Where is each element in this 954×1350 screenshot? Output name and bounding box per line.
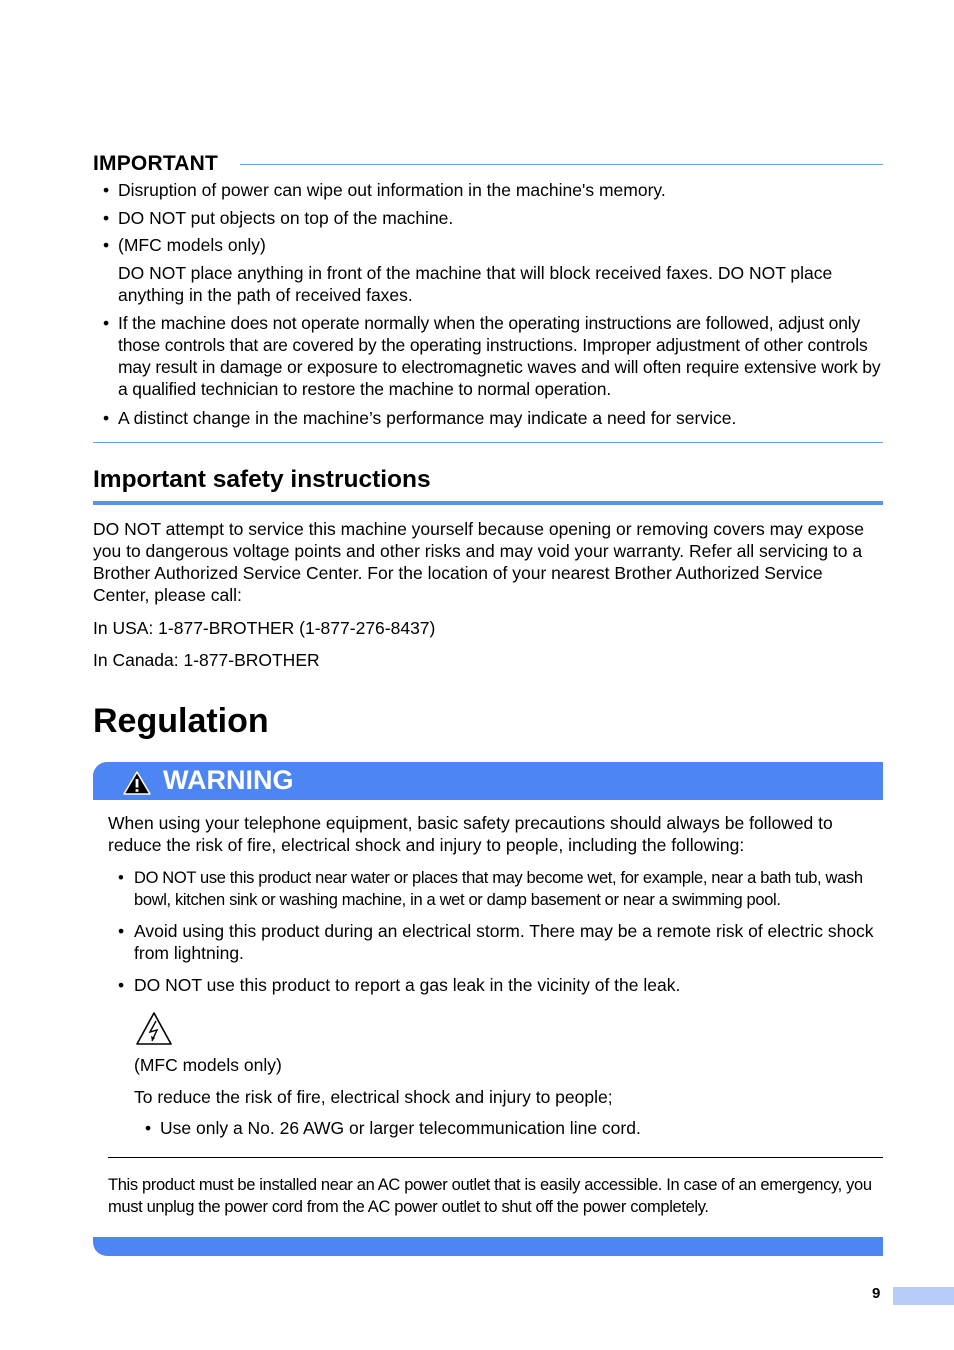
outlet-note: This product must be installed near an AC power outlet that is easily accessible. In case of an emergency, you must unplug the power cord from the AC power outlet to shut off the power completely.: [108, 1176, 872, 1216]
electrical-hazard-icon: [135, 1011, 173, 1046]
bullet-dot: •: [103, 408, 110, 428]
bullet-dot: •: [118, 869, 124, 887]
cord-bullet: [145, 1117, 885, 1139]
reduce-risk-text: To reduce the risk of fire, electrical shock and injury to people;: [134, 1087, 613, 1107]
page-number: 9: [872, 1285, 881, 1302]
warning-triangle-icon: [123, 771, 151, 795]
bullet-dot: •: [118, 921, 125, 941]
important-bullet-text: A distinct change in the machine’s performance may indicate a need for service.: [118, 408, 737, 428]
bullet-dot: •: [103, 313, 110, 333]
important-title: IMPORTANT: [93, 152, 219, 175]
warning-bottom-bar: [93, 1237, 883, 1256]
canada-phone: In Canada: 1-877-BROTHER: [93, 650, 320, 670]
important-bullet-text: (MFC models only): [118, 235, 266, 255]
warning-intro: When using your telephone equipment, basic safety precautions should always be followed to reduce the risk of fire, electrical shock and injury to people, including the following:: [108, 813, 833, 855]
important-top-rule: [240, 164, 883, 165]
important-bullet: [103, 234, 883, 256]
important-bullet-text: DO NOT put objects on top of the machine.: [118, 208, 454, 228]
cord-bullet-text: Use only a No. 26 AWG or larger telecommunication line cord.: [160, 1118, 641, 1138]
important-bullet: [103, 179, 883, 201]
warning-bullet-text: Avoid using this product during an electrical storm. There may be a remote risk of electric shock from lightning.: [134, 921, 874, 963]
safety-heading: Important safety instructions: [93, 466, 431, 493]
important-bullet: [103, 407, 883, 429]
regulation-heading: Regulation: [93, 702, 269, 740]
warning-bullet: [118, 867, 884, 911]
page-tab-marker: [893, 1287, 954, 1305]
mfc-only-label: (MFC models only): [134, 1055, 282, 1075]
important-bullet-text: If the machine does not operate normally when the operating instructions are followed, adjust only those controls that are covered by the operating instructions. Improper adjustment of other controls may result in damage or exposure to electromagnetic waves and will often require extensive work by a qualified technician to restore the machine to normal operation.: [118, 313, 881, 399]
important-bullet: [103, 312, 883, 402]
bullet-dot: •: [103, 235, 110, 255]
important-bullet-text: Disruption of power can wipe out information in the machine's memory.: [118, 180, 666, 200]
warning-bullet-text: DO NOT use this product to report a gas leak in the vicinity of the leak.: [134, 975, 681, 995]
bullet-dot: •: [103, 180, 110, 200]
bullet-dot: •: [118, 975, 125, 995]
warning-divider: [108, 1157, 883, 1158]
bullet-dot: •: [103, 208, 110, 228]
important-bullet: [103, 207, 883, 229]
usa-phone: In USA: 1-877-BROTHER (1-877-276-8437): [93, 618, 436, 638]
important-mfc-detail: DO NOT place anything in front of the machine that will block received faxes. DO NOT place anything in the path of received faxes.: [118, 263, 833, 305]
important-bottom-rule: [93, 442, 883, 443]
bullet-dot: •: [145, 1118, 152, 1138]
warning-bullet: [118, 920, 884, 964]
safety-heading-rule: [93, 501, 883, 505]
warning-bullet-text: DO NOT use this product near water or places that may become wet, for example, near a bath tub, wash bowl, kitchen sink or washing machine, in a wet or damp basement or near a swimming pool.: [134, 869, 863, 909]
safety-paragraph: DO NOT attempt to service this machine yourself because opening or removing covers may expose you to dangerous voltage points and other risks and may void your warranty. Refer all servicing to a Brother Authorized Service Center. For the location of your nearest Brother Authorized Service Center, please call:: [93, 519, 864, 605]
warning-label: WARNING: [163, 765, 294, 795]
warning-bullet: [118, 974, 884, 996]
